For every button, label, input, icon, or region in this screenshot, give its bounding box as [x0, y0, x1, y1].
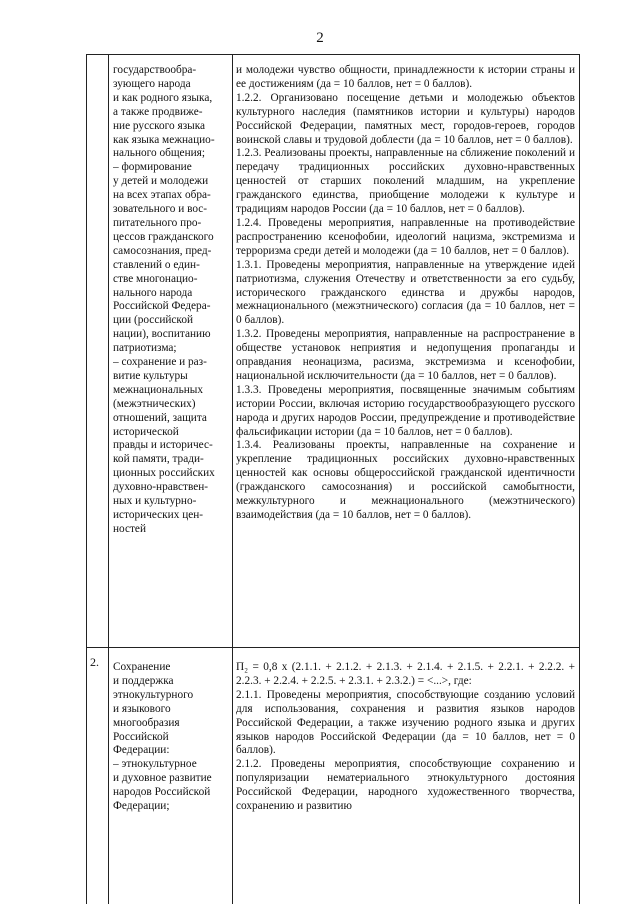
description-line: Сохранение — [113, 661, 171, 673]
criterion-paragraph: 1.2.2. Организовано посещение детьми и молодежью объектов культурного наследия (памятников истории и культуры) народов Российской Федерации, памятных мест, городов-героев, городов воинской славы и трудовой доблести (да = 10 баллов, нет = 0 баллов). — [236, 91, 575, 146]
criterion-paragraph: 1.2.3. Реализованы проекты, направленные на сближение поколений и передачу традиционных российских духовно-нравственных ценностей от старших поколений младшим, на укрепление гражданского единства, приобщение молодежи к культуре и традициям народов России (да = 10 баллов, нет = 0 баллов). — [236, 147, 575, 216]
criterion-paragraph: 1.3.4. Реализованы проекты, направленные на сохранение и укрепление традиционных российских духовно-нравственных ценностей как основы общероссийской гражданской идентичности (гражданского самосознания) и российской самобытности, межкультурного и межнационального (межэтнического) взаимодействия (да = 10 баллов, нет = 0 баллов). — [236, 439, 575, 521]
description-line: и духовное развитие — [113, 772, 212, 785]
description-line: Федерации; — [113, 800, 170, 813]
description-line: правды и историчес- — [113, 439, 213, 452]
description-line: зовательного и вос- — [113, 203, 208, 216]
criterion-paragraph: 2.1.2. Проведены мероприятия, способствующие сохранению и популяризации нематериального этнокультурного достояния Российской Федерации, народного художественного творчества, сохранению и развитию — [236, 758, 575, 813]
table-border-desc-col — [232, 54, 233, 904]
description-line: нального народа — [113, 286, 193, 299]
description-line: зующего народа — [113, 77, 191, 90]
description-line: ностей — [113, 522, 146, 535]
description-line: витие культуры — [113, 369, 188, 382]
description-line: цессов гражданского — [113, 230, 214, 243]
table-border-left — [86, 54, 87, 904]
description-line: исторических цен- — [113, 509, 204, 521]
description-line: этнокультурного — [113, 688, 194, 701]
description-line: – сохранение и раз- — [113, 356, 207, 369]
description-line: (межэтнических) — [113, 397, 196, 410]
table-border-number-col — [108, 54, 109, 904]
description-line: кой памяти, тради- — [113, 453, 204, 466]
page-number: 2 — [316, 30, 324, 46]
description-line: отношений, защита — [113, 411, 207, 424]
table-row-divider — [86, 647, 580, 648]
description-line: ционных российских — [113, 467, 215, 480]
row-number: 2. — [90, 655, 99, 669]
description-line: духовно-нравствен- — [113, 481, 209, 494]
description-line: государствообра- — [113, 64, 197, 76]
description-line: как языка межнацио- — [113, 133, 215, 146]
criterion-paragraph: 1.3.3. Проведены мероприятия, посвященные значимым событиям истории России, включая историю государствообразующего русского народа и других народов России, предупреждение и противодействие фальсификации истории (да = 10 баллов, нет = 0 баллов). — [236, 383, 575, 438]
criterion-paragraph: и молодежи чувство общности, принадлежности к истории страны и ее достижениям (да = 10 баллов, нет = 0 баллов). — [236, 64, 575, 90]
description-line: Федерации: — [113, 744, 170, 757]
description-line: народов Российской — [113, 786, 211, 799]
criterion-paragraph: 1.2.4. Проведены мероприятия, направленные на противодействие распространению ксенофобии, идеологий нацизма, экстремизма и терроризма среди детей и молодежи (да = 10 баллов, нет = 0 баллов). — [236, 216, 575, 257]
criteria-table — [86, 54, 580, 904]
description-line: стве многонацио- — [113, 272, 198, 285]
description-line: а также продвиже- — [113, 105, 203, 118]
table-border-top — [86, 54, 580, 55]
description-line: и языкового — [113, 702, 171, 715]
description-line: у детей и молодежи — [113, 175, 209, 188]
description-line: ции (российской — [113, 314, 194, 327]
row-description — [113, 64, 231, 537]
criterion-formula: П₂ = 0,8 х (2.1.1. + 2.1.2. + 2.1.3. + 2.1.4. + 2.1.5. + 2.2.1. + 2.2.2. + 2.2.3. + 2.2.4. + 2.2.5. + 2.3.1. + 2.3.2.) = <...>, где: — [236, 661, 575, 687]
description-line: межнациональных — [113, 383, 203, 396]
description-line: ние русского языка — [113, 119, 206, 132]
description-line: – этнокультурное — [113, 758, 197, 771]
description-line: Российской Федера- — [113, 300, 211, 313]
description-line: многообразия — [113, 716, 180, 729]
description-line: и как родного языка, — [113, 91, 213, 104]
criterion-paragraph: 1.3.2. Проведены мероприятия, направленные на распространение в обществе установок неприятия и недопущения пропаганды и оправдания неонацизма, расизма, экстремизма и ксенофобии, национальной исключительности (да = 10 баллов, нет = 0 баллов). — [236, 328, 575, 382]
description-line: самосознания, пред- — [113, 244, 212, 257]
description-line: – формирование — [113, 161, 192, 174]
description-line: исторической — [113, 425, 179, 438]
description-line: питательного про- — [113, 216, 202, 229]
description-line: патриотизма; — [113, 342, 177, 355]
table-border-right — [579, 54, 580, 904]
criterion-paragraph: 2.1.1. Проведены мероприятия, способствующие созданию условий для использования, сохранения и развития языков народов Российской Федерации, а также изучению родного языка и других языков народов Российской Федерации (да = 10 баллов, нет = 0 баллов). — [236, 688, 575, 757]
row-criteria — [236, 661, 575, 901]
description-line: на всех этапах обра- — [113, 189, 211, 202]
description-line: нального общения; — [113, 147, 206, 160]
criterion-paragraph: 1.3.1. Проведены мероприятия, направленные на утверждение идей патриотизма, служения Отечеству и ответственности за его судьбу, исторического гражданского единства и дружбы народов, межнационального (межэтнического) согласия (да = 10 баллов, нет = 0 баллов). — [236, 258, 575, 327]
description-line: и поддержка — [113, 674, 174, 687]
description-line: ных и культурно- — [113, 495, 197, 508]
row-criteria — [236, 64, 575, 644]
description-line: ставлений о един- — [113, 258, 200, 271]
description-line: Российской — [113, 730, 169, 743]
row-description — [113, 661, 231, 814]
description-line: нации), воспитанию — [113, 328, 211, 341]
